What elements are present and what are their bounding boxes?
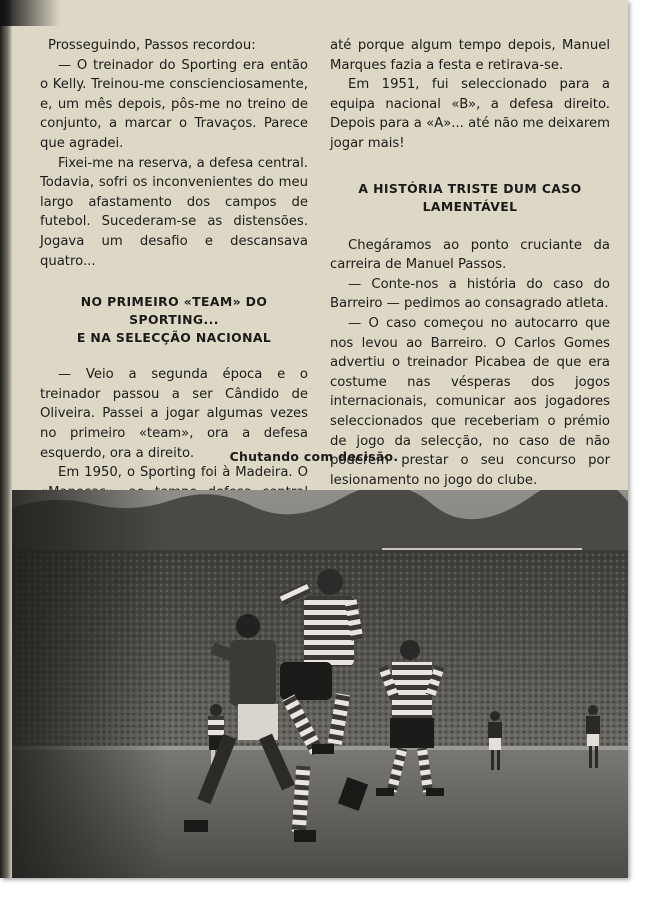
paragraph: Em 1950, o Sporting foi à Madeira. O xyxy=(58,465,308,481)
football-photo xyxy=(12,490,628,878)
paragraph: — O caso começou no autocarro que nos levou ao Barreiro. O Carlos Gomes advertiu o treinador Picabea de que era costume nas vésperas dos jogos internacionais, comunicar aos jogadores seleccionados que receberiam o prémio de jogo da selecção, no caso de não poderem prestar o seu concurso por lesionamento no jogo do clube. xyxy=(330,315,610,488)
section-heading-line: A HISTÓRIA TRISTE DUM CASO xyxy=(358,180,582,196)
paragraph: — Veio a segunda época e o treinador passou a ser Cândido de Oliveira. Passei a jogar algumas vezes no primeiro «team», ora a defesa esquerdo, ora a direito. xyxy=(40,367,308,461)
page-corner-shadow xyxy=(0,0,60,26)
paragraph: — Conte-nos a história do caso do Barreiro — pedimos ao consagrado atleta. xyxy=(330,276,610,312)
section-heading xyxy=(330,180,610,216)
left-text-column xyxy=(40,36,308,561)
football-photo-illustration xyxy=(12,490,628,878)
paragraph: Prosseguindo, Passos recordou: xyxy=(48,38,256,53)
page-spine xyxy=(0,0,12,878)
paragraph: até porque algum tempo depois, Manuel Marques fazia a festa e retirava-se. xyxy=(330,38,610,73)
paragraph: Fixei-me na reserva, a defesa central. Todavia, sofri os inconvenientes do meu largo afastamento dos campos de futebol. Sucederam-se as distensões. Jogava um desafio e descansava quatro... xyxy=(40,155,308,269)
paragraph: — O treinador do Sporting era então o Kelly. Treinou-me conscienciosamente, e, um mês depois, pôs-me no treino de conjunto, a marcar o Travaços. Parece que agradei. xyxy=(40,57,308,151)
right-text-column xyxy=(330,36,610,510)
section-heading-line: LAMENTÁVEL xyxy=(422,198,518,214)
photo-caption: Chutando com decisão. xyxy=(229,449,399,464)
paragraph: Em 1951, fui seleccionado para a equipa nacional «B», a defesa direito. Depois para a «A»... até não me deixarem jogar mais! xyxy=(330,77,610,151)
section-heading-line: NO PRIMEIRO «TEAM» DO SPORTING... xyxy=(80,294,268,328)
section-heading xyxy=(40,293,308,347)
paragraph: Chegáramos ao ponto cruciante da carreira de Manuel Passos. xyxy=(330,237,610,273)
section-heading-line: E NA SELECÇÃO NACIONAL xyxy=(76,330,272,346)
